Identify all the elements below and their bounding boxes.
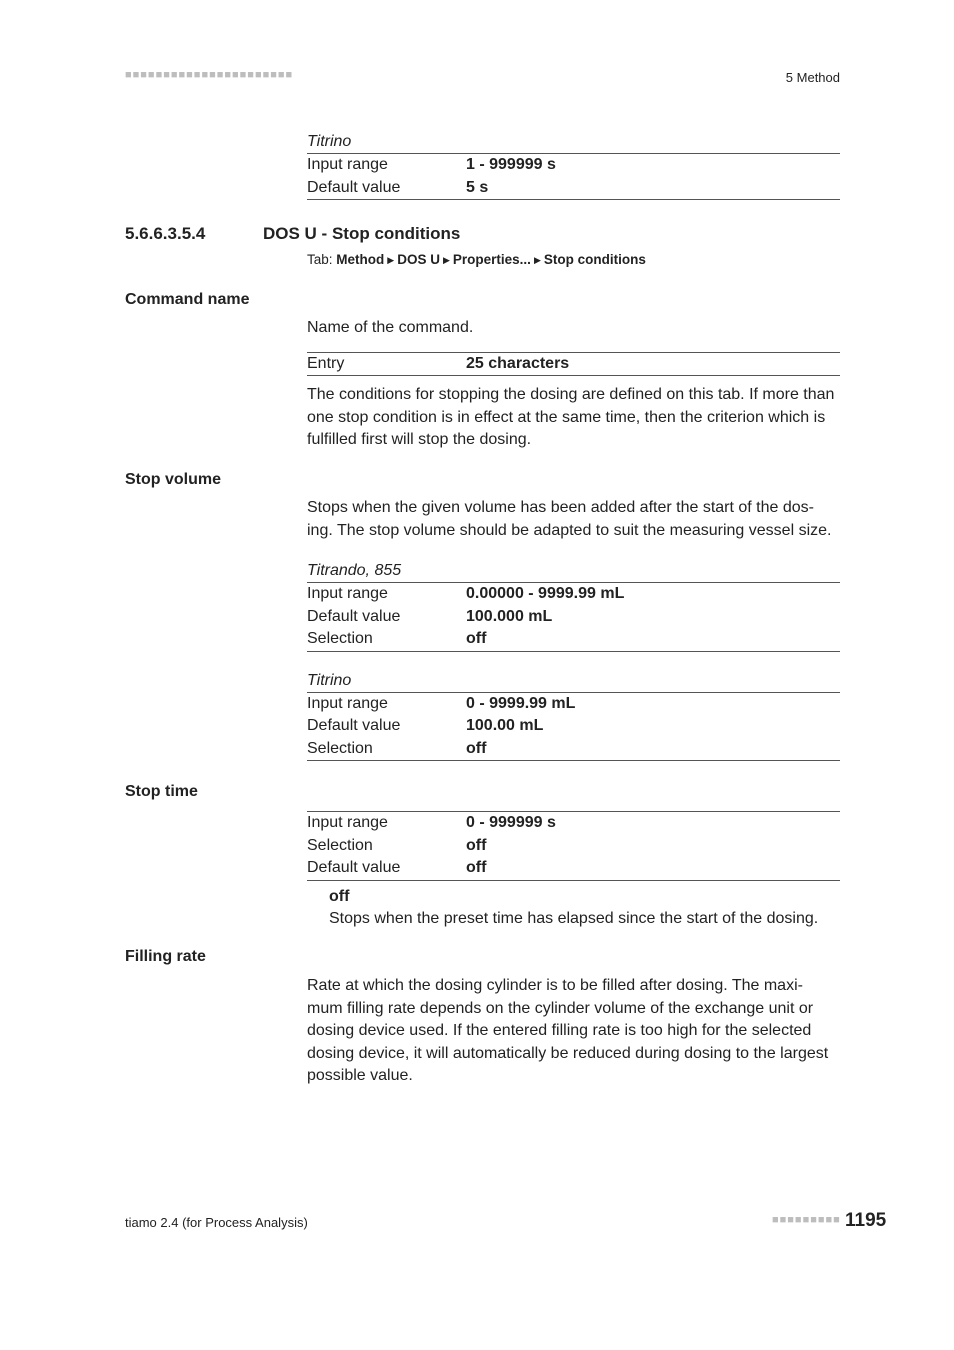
- stop-volume-block: [307, 497, 840, 761]
- stop-volume-desc: Stops when the given volume has been added after the start of the dos- ing. The stop volume should be adapted to suit the measuring vessel size.: [307, 499, 832, 539]
- table-caption: Titrino: [307, 671, 352, 689]
- filling-rate-desc: Rate at which the dosing cylinder is to be filled after dosing. The maxi- mum filling rate depends on the cylinder volume of the exchange unit or dosing device used. If the entered filling rate is too high for the selected dosing device, it will automatically be reduced during dosing to the largest possible value.: [307, 977, 829, 1084]
- filling-rate-label: Filling rate: [125, 948, 206, 965]
- chapter-label: 5 Method: [785, 70, 840, 85]
- triangle-right-icon: ▶: [442, 255, 450, 265]
- command-name-block: [307, 317, 840, 452]
- table-row: Default value 100.00 mL: [307, 717, 544, 734]
- stop-time-block: [307, 811, 840, 881]
- section-number: 5.6.6.3.5.4: [125, 224, 206, 243]
- table-row: Input range 0 - 9999.99 mL: [307, 694, 576, 712]
- parameter-table: [307, 352, 840, 377]
- stop-time-label: Stop time: [125, 783, 198, 800]
- triangle-right-icon: ▶: [387, 255, 395, 265]
- parameter-table: [307, 582, 840, 652]
- parameter-table: [307, 811, 840, 881]
- header-decoration: ■■■■■■■■■■■■■■■■■■■■■■: [125, 69, 294, 81]
- table-caption: Titrando, 855: [307, 562, 402, 579]
- table-row: Default value 5 s: [307, 178, 489, 196]
- parameter-table: [307, 153, 840, 200]
- table-row: Input range 0.00000 - 9999.99 mL: [307, 585, 625, 602]
- footer-product: tiamo 2.4 (for Process Analysis): [125, 1215, 308, 1230]
- table-row: Input range 0 - 999999 s: [307, 814, 556, 831]
- table-row: Selection off: [307, 739, 487, 757]
- table-row: Selection off: [307, 630, 487, 647]
- footer-decoration: ■■■■■■■■■: [772, 1214, 841, 1226]
- table-row: Default value off: [307, 859, 487, 876]
- stop-conditions-info: The conditions for stopping the dosing are defined on this tab. If more than one stop condition is in effect at the same time, then the criterion which is fulfilled first will stop the dosing.: [307, 386, 835, 448]
- option-name: off: [329, 888, 350, 905]
- titrino-top-block: [307, 131, 840, 200]
- command-name-label: Command name: [125, 291, 250, 308]
- table-row: Entry 25 characters: [307, 354, 570, 372]
- table-row: Selection off: [307, 836, 487, 854]
- table-row: Default value 100.000 mL: [307, 607, 553, 625]
- section-title: DOS U - Stop conditions: [263, 224, 461, 243]
- command-name-desc: Name of the command.: [307, 319, 474, 336]
- tab-path: Tab: Method ▶ DOS U ▶ Properties... ▶ Stop conditions: [307, 252, 646, 267]
- page-number: 1195: [845, 1210, 887, 1231]
- table-caption: Titrino: [307, 133, 352, 150]
- option-desc: Stops when the preset time has elapsed since the start of the dosing.: [329, 910, 819, 927]
- filling-rate-block: [307, 975, 840, 1088]
- triangle-right-icon: ▶: [533, 255, 541, 265]
- table-row: Input range 1 - 999999 s: [307, 156, 556, 173]
- parameter-table: [307, 692, 840, 762]
- stop-volume-label: Stop volume: [125, 471, 222, 488]
